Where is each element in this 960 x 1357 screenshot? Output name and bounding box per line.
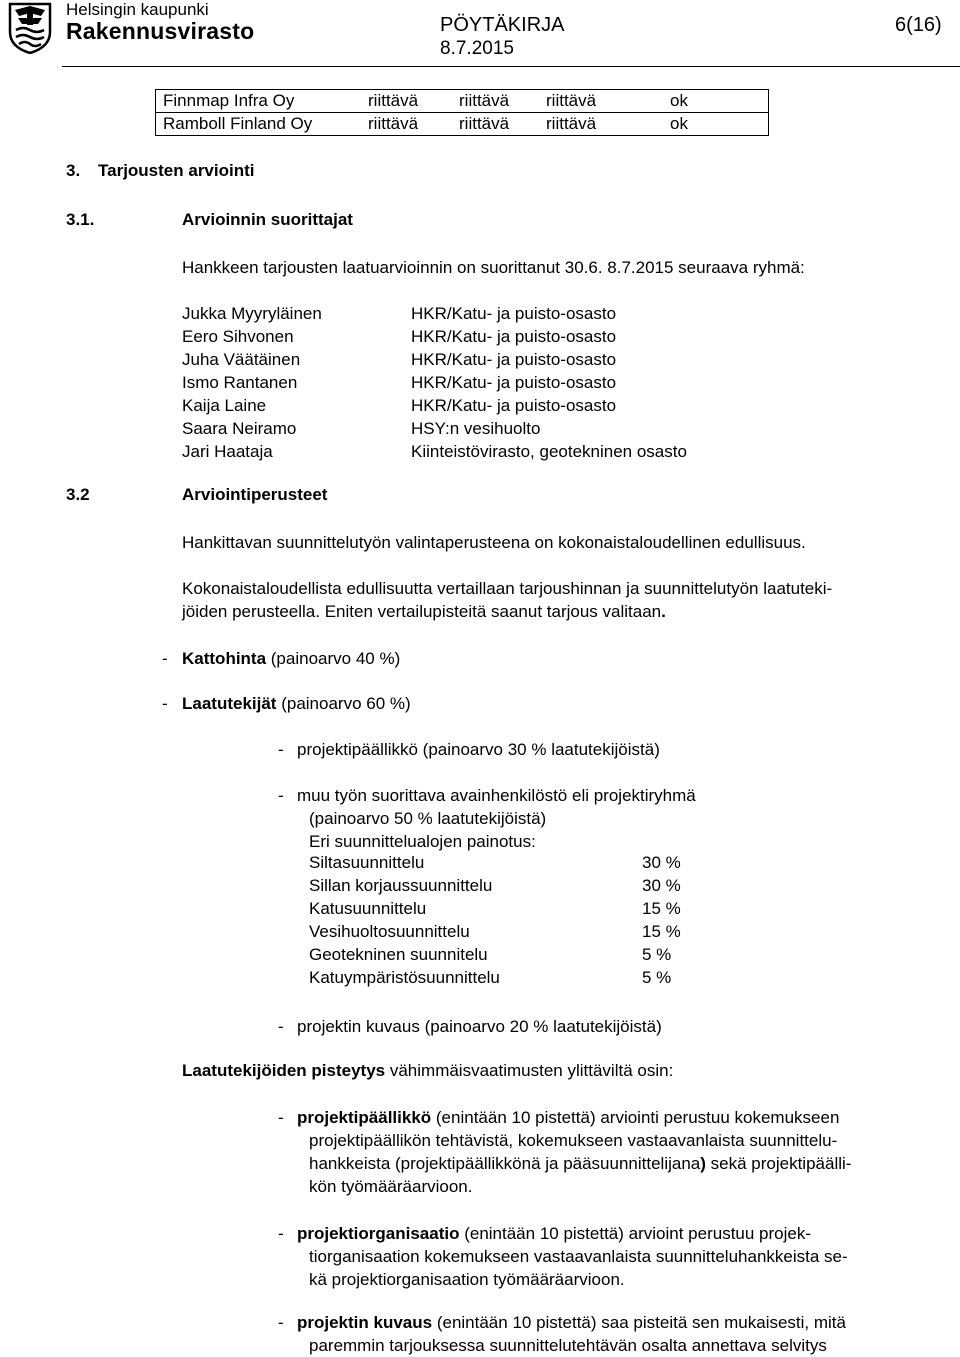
scoring-projektipaallikko-line-3-end: sekä projektipäälli- [705, 1154, 852, 1173]
weight-percent: 30 % [642, 853, 681, 872]
subcriterion-projektiryhma-line-2: (painoarvo 50 % laatutekijöistä) [309, 809, 547, 828]
list-item: HKR/Katu- ja puisto-osasto [411, 304, 617, 323]
section-3-1-title: Arvioinnin suorittajat [182, 210, 353, 229]
table-cell: Finnmap Infra Oy [156, 90, 362, 113]
list-item: Juha Väätäinen [182, 350, 301, 369]
scoring-projektiorganisaatio-text: (enintään 10 pistettä) arvioint perustuu projek- [459, 1224, 812, 1243]
scoring-projektin-kuvaus-line-1 [297, 1311, 846, 1334]
weight-name: Vesihuoltosuunnittelu [309, 922, 470, 941]
table-cell: riittävä [361, 113, 452, 136]
criterion-kattohinta [182, 647, 400, 670]
section-3-1-number: 3.1. [66, 210, 95, 229]
subcriterion-projektiryhma-line-3: Eri suunnittelualojen painotus: [309, 832, 536, 851]
page-number: 6(16) [895, 14, 942, 36]
table-cell: ok [663, 90, 769, 113]
table-cell: Ramboll Finland Oy [156, 113, 362, 136]
list-item: Saara Neiramo [182, 419, 297, 438]
section-3-number: 3. [66, 161, 81, 180]
evaluators-intro: Hankkeen tarjousten laatuarvioinnin on suorittanut 30.6. 8.7.2015 seuraava ryhmä: [182, 258, 805, 277]
scoring-projektipaallikko-text: (enintään 10 pistettä) arviointi perustuu kokemukseen [431, 1108, 840, 1127]
criterion-laatutekijat-weight: (painoarvo 60 %) [276, 694, 411, 713]
list-item: HKR/Katu- ja puisto-osasto [411, 327, 617, 346]
scoring-heading-bold: Laatutekijöiden pisteytys [182, 1061, 386, 1080]
criterion-kattohinta-weight: (painoarvo 40 %) [266, 649, 401, 668]
evaluator-units [411, 302, 687, 463]
list-item: Jari Haataja [182, 442, 273, 461]
dash-bullet: - [278, 1108, 284, 1127]
table-cell: riittävä [539, 90, 663, 113]
dash-bullet: - [162, 694, 168, 713]
weight-name: Sillan korjaussuunnittelu [309, 876, 493, 895]
subcriterion-projektin-kuvaus: projektin kuvaus (painoarvo 20 % laatutekijöistä) [297, 1017, 662, 1036]
scoring-projektipaallikko-line-3-text: hankkeista (projektipäällikkönä ja pääsuunnittelijana [309, 1154, 701, 1173]
results-table [155, 89, 769, 136]
list-item: Kiinteistövirasto, geotekninen osasto [411, 442, 687, 461]
scoring-heading-rest: vähimmäisvaatimusten ylittäviltä osin: [385, 1061, 674, 1080]
department-name: Rakennusvirasto [66, 18, 255, 44]
table-row [156, 113, 769, 136]
scoring-projektiorganisaatio-line-2: tiorganisaation kokemukseen vastaavanlaista suunnitteluhankkeista se- [309, 1247, 848, 1266]
table-cell: ok [663, 113, 769, 136]
section-3-2-number: 3.2 [66, 485, 90, 504]
criteria-paragraph-2-line-1: Kokonaistaloudellista edullisuutta vertaillaan tarjoushinnan ja suunnittelutyön laatuteki- [182, 579, 833, 598]
weight-row [309, 968, 709, 991]
dash-bullet: - [278, 1224, 284, 1243]
weight-name: Katusuunnittelu [309, 899, 427, 918]
weight-row [309, 876, 709, 899]
scoring-projektin-kuvaus-label: projektin kuvaus [297, 1313, 433, 1332]
list-item: HKR/Katu- ja puisto-osasto [411, 373, 617, 392]
table-cell: riittävä [361, 90, 452, 113]
dash-bullet: - [278, 786, 284, 805]
subcriterion-projektiryhma-line-1: muu työn suorittava avainhenkilöstö eli projektiryhmä [297, 786, 696, 805]
scoring-projektipaallikko-line-2: projektipäällikön tehtävistä, kokemukseen vastaavanlaista suunnittelu- [309, 1131, 838, 1150]
weight-percent: 15 % [642, 899, 681, 918]
document-date: 8.7.2015 [440, 38, 514, 59]
scoring-heading [182, 1059, 673, 1082]
scoring-projektiorganisaatio-label: projektiorganisaatio [297, 1224, 460, 1243]
criteria-paragraph-1: Hankittavan suunnittelutyön valintaperusteena on kokonaistaloudellinen edullisuus. [182, 533, 806, 552]
dash-bullet: - [278, 740, 284, 759]
scoring-projektin-kuvaus-line-2: paremmin tarjouksessa suunnittelutehtävän osalta annettava selvitys [309, 1336, 827, 1355]
list-item: HKR/Katu- ja puisto-osasto [411, 350, 617, 369]
criteria-paragraph-2-line-2 [182, 600, 666, 623]
criterion-laatutekijat-label: Laatutekijät [182, 694, 277, 713]
dash-bullet: - [278, 1313, 284, 1332]
weight-percent: 5 % [642, 968, 672, 987]
table-cell: riittävä [539, 113, 663, 136]
scoring-projektipaallikko-line-1 [297, 1106, 839, 1129]
weight-row [309, 945, 709, 968]
scoring-projektipaallikko-label: projektipäällikkö [297, 1108, 432, 1127]
dash-bullet: - [162, 649, 168, 668]
organization-name: Helsingin kaupunki [66, 0, 209, 19]
criterion-laatutekijat [182, 692, 411, 715]
scoring-projektipaallikko-line-3 [309, 1152, 851, 1175]
weight-row [309, 922, 709, 945]
scoring-projektipaallikko-line-4: kön työmääräarvioon. [309, 1177, 473, 1196]
list-item: Kaija Laine [182, 396, 267, 415]
weight-percent: 30 % [642, 876, 681, 895]
section-3-2-title: Arviointiperusteet [182, 485, 328, 504]
helsinki-crest-logo [8, 2, 52, 54]
header-divider [62, 66, 960, 67]
list-item: Ismo Rantanen [182, 373, 298, 392]
criteria-paragraph-2-text: jöiden perusteella. Eniten vertailupisteitä saanut tarjous valitaan [182, 602, 662, 621]
table-row [156, 90, 769, 113]
weight-row [309, 853, 709, 876]
weight-row [309, 899, 709, 922]
list-item: HKR/Katu- ja puisto-osasto [411, 396, 617, 415]
criteria-paragraph-2-period: . [661, 602, 666, 621]
list-item: Eero Sihvonen [182, 327, 294, 346]
list-item: Jukka Myyryläinen [182, 304, 322, 323]
table-cell: riittävä [452, 90, 539, 113]
weight-percent: 5 % [642, 945, 672, 964]
scoring-projektin-kuvaus-text: (enintään 10 pistettä) saa pisteitä sen mukaisesti, mitä [432, 1313, 846, 1332]
list-item: HSY:n vesihuolto [411, 419, 541, 438]
table-cell: riittävä [452, 113, 539, 136]
evaluator-names [182, 302, 322, 463]
section-3-title: Tarjousten arviointi [98, 161, 255, 180]
dash-bullet: - [278, 1017, 284, 1036]
criterion-kattohinta-label: Kattohinta [182, 649, 267, 668]
scoring-projektiorganisaatio-line-1 [297, 1222, 811, 1245]
weight-percent: 15 % [642, 922, 681, 941]
scoring-projektipaallikko-line-3-paren: ) [700, 1154, 706, 1173]
weight-name: Katuympäristösuunnittelu [309, 968, 500, 987]
weight-name: Siltasuunnittelu [309, 853, 425, 872]
subcriterion-projektipaallikko: projektipäällikkö (painoarvo 30 % laatutekijöistä) [297, 740, 660, 759]
weight-name: Geotekninen suunnitelu [309, 945, 488, 964]
scoring-projektiorganisaatio-line-3: kä projektiorganisaation työmääräarvioon. [309, 1270, 625, 1289]
document-type: PÖYTÄKIRJA [440, 14, 565, 36]
